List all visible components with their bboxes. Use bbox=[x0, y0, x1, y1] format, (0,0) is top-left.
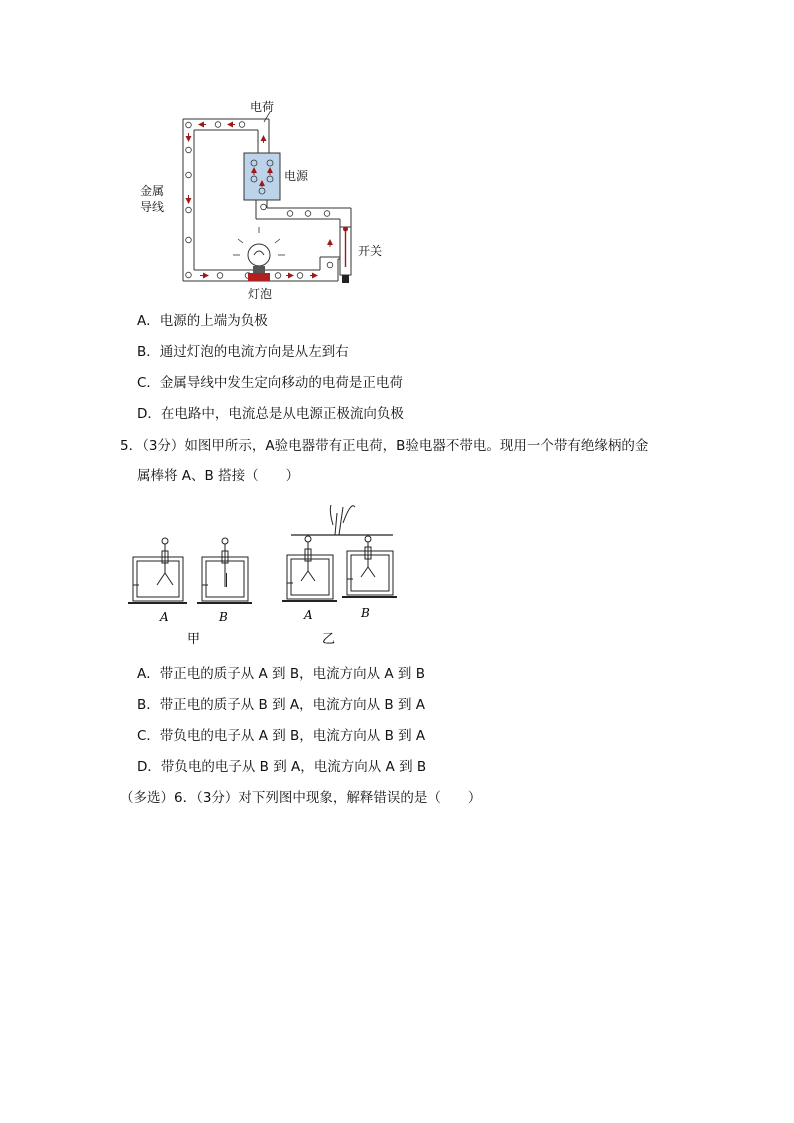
q5-option-d: D．带负电的电子从 B 到 A，电流方向从 A 到 B bbox=[137, 759, 427, 775]
q5-option-b: B．带正电的质子从 B 到 A，电流方向从 B 到 A bbox=[137, 697, 426, 713]
fig-yi-label: 乙 bbox=[322, 632, 336, 647]
q4-option-c: C．金属导线中发生定向移动的电荷是正电荷 bbox=[137, 375, 403, 391]
switch-label: 开关 bbox=[358, 244, 383, 258]
electroscope-yi-a bbox=[282, 536, 337, 601]
q4-option-b: B．通过灯泡的电流方向是从左到右 bbox=[137, 344, 349, 360]
electroscope-yi-b bbox=[342, 536, 397, 597]
jia-a-label: A bbox=[160, 610, 169, 624]
charge-label: 电荷 bbox=[250, 100, 275, 114]
q5-option-c: C．带负电的电子从 A 到 B，电流方向从 B 到 A bbox=[137, 728, 426, 744]
wire-label-line1: 金属 bbox=[140, 184, 165, 198]
q5-option-a: A．带正电的质子从 A 到 B，电流方向从 A 到 B bbox=[137, 666, 425, 682]
power-source bbox=[244, 153, 280, 200]
q4-option-d: D．在电路中，电流总是从电源正极流向负极 bbox=[137, 406, 404, 422]
electroscope-jia-a bbox=[128, 538, 187, 603]
circuit-diagram bbox=[130, 95, 400, 305]
yi-a-label: A bbox=[304, 608, 313, 622]
jia-b-label: B bbox=[219, 610, 228, 624]
source-label: 电源 bbox=[284, 169, 309, 183]
fig-jia-label: 甲 bbox=[187, 632, 201, 647]
metal-rod bbox=[291, 505, 393, 535]
electroscope-figure bbox=[125, 495, 405, 655]
q4-option-a: A．电源的上端为负极 bbox=[137, 313, 268, 329]
electroscope-jia-b bbox=[197, 538, 252, 603]
wire-label-line2: 导线 bbox=[140, 200, 165, 214]
bulb-label: 灯泡 bbox=[248, 287, 273, 301]
switch bbox=[340, 227, 351, 284]
q5-stem-line1: 5．（3分）如图甲所示，A验电器带有正电荷，B验电器不带电。现用一个带有绝缘柄的金 bbox=[120, 438, 649, 454]
yi-b-label: B bbox=[361, 606, 370, 620]
q5-stem-line2: 属棒将 A、B 搭接（ ） bbox=[137, 468, 300, 484]
q6-stem: （多选）6．（3分）对下列图中现象，解释错误的是（ ） bbox=[120, 790, 482, 806]
